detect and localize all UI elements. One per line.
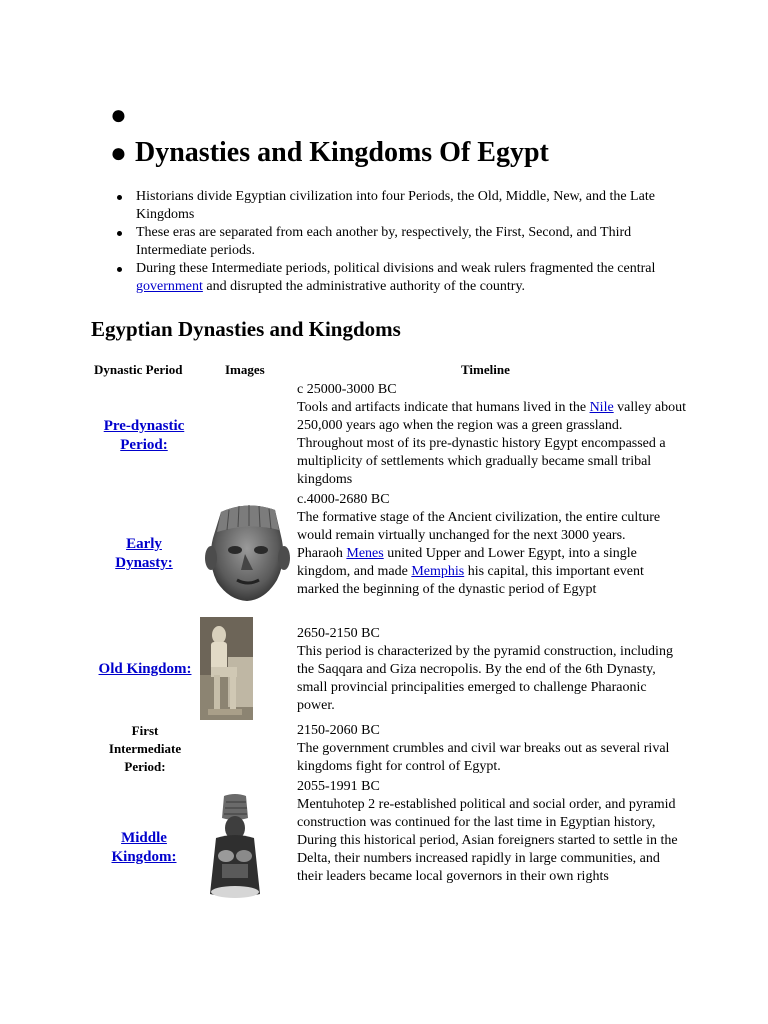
old-kingdom-link[interactable]: Old Kingdom:: [98, 661, 192, 677]
period-early-dynasty: [98, 535, 190, 573]
intro-item: Historians divide Egyptian civilization into four Periods, the Old, Middle, New, and the Late Kingdoms: [136, 188, 686, 224]
predynastic-link[interactable]: Pre-dynastic Period:: [103, 418, 185, 453]
timeline-predynastic: [297, 381, 687, 489]
pharaoh-head-image: [199, 500, 296, 604]
description-text: valley about 250,000 years ago when the region was a green grassland. Throughout most of its pre-dynastic history Egypt encompassed a multiplicity of settlements which gradually became small tribal kingdoms: [297, 400, 686, 487]
description: [297, 399, 687, 489]
timeline-first-intermediate: [297, 722, 687, 776]
description: The government crumbles and civil war breaks out as several rival kingdoms fight for control of Egypt.: [297, 741, 670, 774]
intro-text: and disrupted the administrative authority of the country.: [202, 279, 526, 294]
seated-statue-image: [200, 617, 253, 720]
period-middle-kingdom: [98, 829, 190, 867]
timeline-old-kingdom: [297, 625, 687, 715]
period-predynastic: [92, 417, 196, 455]
header-dynastic-period: Dynastic Period: [94, 362, 183, 377]
intro-item: [136, 260, 686, 296]
header-images: Images: [225, 362, 265, 377]
timeline-middle-kingdom: [297, 778, 687, 886]
government-link[interactable]: government: [136, 279, 203, 294]
description: [297, 545, 687, 599]
nile-link[interactable]: Nile: [589, 400, 614, 415]
period-first-intermediate: First Intermediate Period:: [108, 723, 182, 774]
date: c.4000-2680 BC: [297, 492, 390, 507]
memphis-link[interactable]: Memphis: [411, 564, 465, 579]
intro-text: During these Intermediate periods, political divisions and weak rulers fragmented the central: [136, 261, 656, 276]
description: Mentuhotep 2 re-established political and social order, and pyramid construction was continued for the last time in Egyptian history,: [297, 797, 676, 830]
description: This period is characterized by the pyramid construction, including the Saqqara and Giza necropolis. By the end of the 6th Dynasty, small provincial principalities emerged to challenge Pharaonic power.: [297, 644, 673, 713]
period-old-kingdom: [88, 660, 202, 679]
description: During this historical period, Asian foreigners started to settle in the Delta, their numbers increased rapidly in large communities, and their leaders became local governors in their own rights: [297, 833, 678, 884]
title-bullet-empty: ●: [110, 100, 127, 131]
seated-statue-illustration: [200, 617, 253, 720]
description-text: Tools and artifacts indicate that humans lived in the: [297, 400, 590, 415]
page-title: Dynasties and Kingdoms Of Egypt: [135, 137, 549, 168]
date: 2055-1991 BC: [297, 779, 380, 794]
date: c 25000-3000 BC: [297, 382, 397, 397]
section-heading: Egyptian Dynasties and Kingdoms: [91, 317, 401, 341]
timeline-early-dynasty: [297, 491, 687, 599]
mentuhotep-statue-image: [204, 794, 267, 900]
date: 2150-2060 BC: [297, 723, 380, 738]
description-text: united Upper and Lower Egypt, into a single kingdom, and made: [297, 546, 637, 579]
description: The formative stage of the Ancient civilization, the entire culture would remain virtually unchanged for the next 3000 years.: [297, 510, 661, 543]
intro-item: These eras are separated from each another by, respectively, the First, Second, and Third Intermediate periods.: [136, 224, 686, 260]
intro-list: [136, 188, 686, 296]
mentuhotep-statue-illustration: [204, 794, 267, 900]
date: 2650-2150 BC: [297, 626, 380, 641]
middle-kingdom-link[interactable]: Middle Kingdom:: [111, 830, 177, 865]
menes-link[interactable]: Menes: [346, 546, 384, 561]
title-bullet: ●: [110, 138, 127, 169]
description-text: Pharaoh: [297, 546, 347, 561]
pharaoh-head-illustration: [199, 500, 296, 604]
header-timeline: Timeline: [461, 362, 510, 377]
early-dynasty-link[interactable]: Early Dynasty:: [115, 536, 173, 571]
description-text: his capital, this important event marked the beginning of the dynastic period of Egypt: [297, 564, 644, 597]
